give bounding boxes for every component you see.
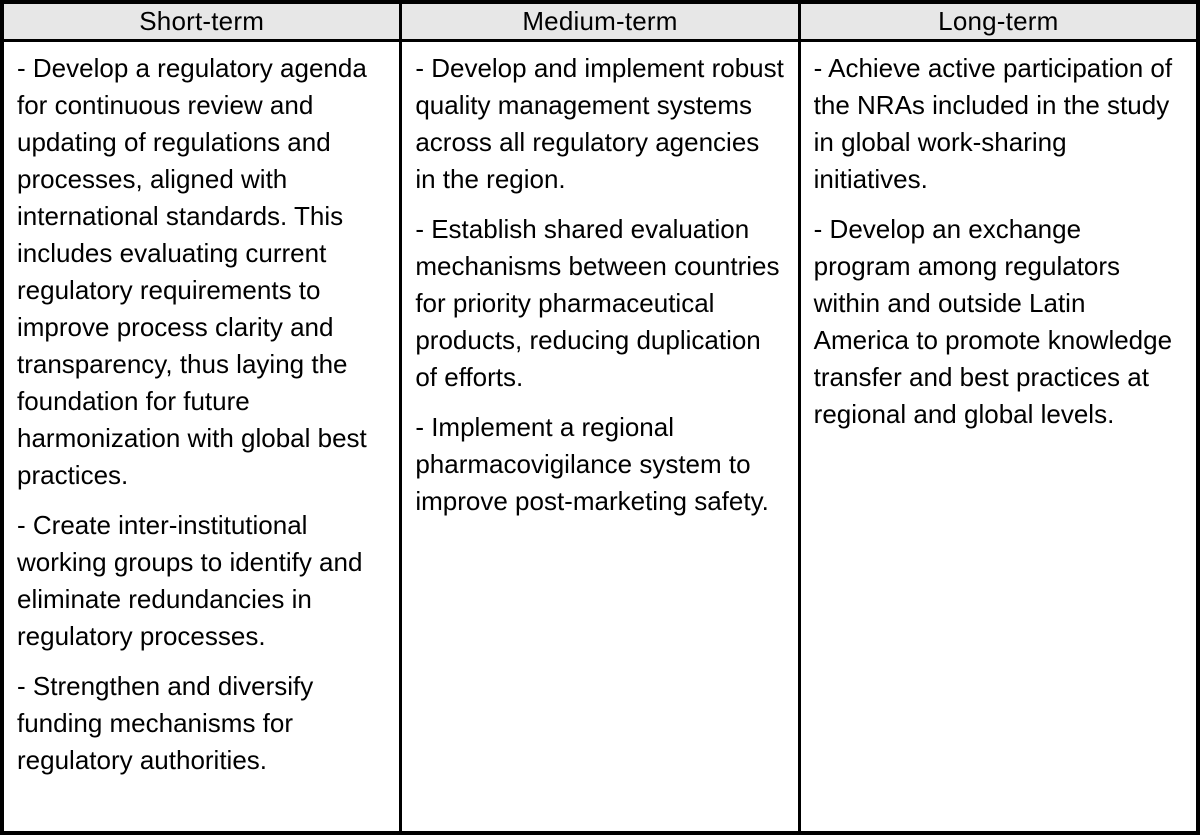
goal-item: - Strengthen and diversify funding mechanisms for regulatory authorities. — [17, 671, 314, 775]
header-cell-short-term: Short-term — [4, 4, 402, 39]
goal-item: - Establish shared evaluation mechanisms between countries for priority pharmaceutical products, reducing duplication of efforts. — [415, 214, 780, 392]
goal-item: - Create inter-institutional working groups to identify and eliminate redundancies in regulatory processes. — [17, 510, 363, 651]
column-short-term — [4, 42, 402, 831]
header-cell-long-term: Long-term — [938, 6, 1059, 36]
goal-item: - Develop a regulatory agenda for continuous review and updating of regulations and processes, aligned with international standards. This includes evaluating current regulatory requirements to improve process clarity and transparency, thus laying the foundation for future harmonization with global best practices. — [17, 53, 367, 490]
column-medium-term — [402, 42, 800, 831]
header-cell-medium-term: Medium-term — [402, 4, 800, 39]
table-header-row — [4, 4, 1196, 42]
goal-item: - Develop an exchange program among regulators within and outside Latin America to promote knowledge transfer and best practices at regional and global levels. — [813, 214, 1173, 429]
goal-item: - Develop and implement robust quality management systems across all regulatory agencies in the region. — [415, 53, 784, 194]
column-long-term — [801, 42, 1196, 831]
goal-item: - Implement a regional pharmacovigilance system to improve post-marketing safety. — [415, 412, 769, 516]
goal-item: - Achieve active participation of the NRAs included in the study in global work-sharing initiatives. — [813, 53, 1173, 194]
table-body-row — [4, 42, 1196, 831]
